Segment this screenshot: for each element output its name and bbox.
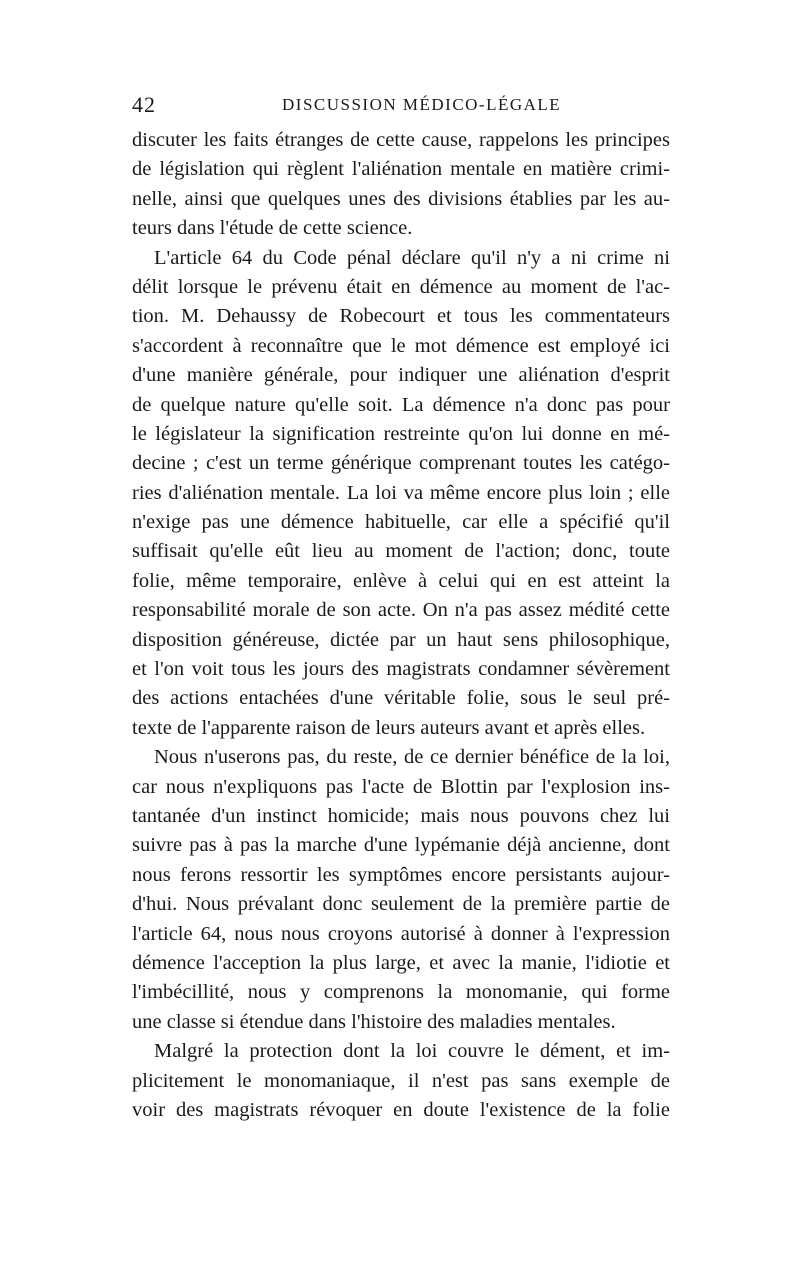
text-line: démence l'acception la plus large, et avec la manie, l'idiotie et [132, 951, 670, 974]
text-line: d'une manière générale, pour indiquer une aliénation d'esprit [132, 364, 670, 387]
running-title: DISCUSSION MÉDICO-LÉGALE [282, 95, 562, 114]
text-line: d'hui. Nous prévalant donc seulement de la première partie de [132, 893, 670, 916]
page-number: 42 [132, 92, 156, 117]
text-line: de quelque nature qu'elle soit. La démence n'a donc pas pour [132, 393, 670, 416]
text-line: ries d'aliénation mentale. La loi va même encore plus loin ; elle [132, 481, 670, 504]
text-line: teurs dans l'étude de cette science. [132, 217, 413, 240]
text-line: s'accordent à reconnaître que le mot démence est employé ici [132, 334, 670, 357]
paragraph-start-line: Malgré la protection dont la loi couvre le dément, et im- [154, 1040, 670, 1063]
text-line: n'exige pas une démence habituelle, car elle a spécifié qu'il [132, 511, 670, 534]
text-line: l'article 64, nous nous croyons autorisé à donner à l'expression [132, 922, 670, 945]
text-line: une classe si étendue dans l'histoire des maladies mentales. [132, 1010, 616, 1033]
text-line: suivre pas à pas la marche d'une lypémanie déjà ancienne, dont [132, 834, 670, 857]
text-line: plicitement le monomaniaque, il n'est pas sans exemple de [132, 1069, 670, 1092]
body-text [132, 126, 670, 1125]
text-line: discuter les faits étranges de cette cause, rappelons les principes [132, 129, 670, 151]
running-head [132, 92, 670, 122]
text-line: des actions entachées d'une véritable folie, sous le seul pré- [132, 687, 670, 710]
text-line: tion. M. Dehaussy de Robecourt et tous les commentateurs [132, 305, 670, 328]
text-line: folie, même temporaire, enlève à celui qui en est atteint la [132, 569, 670, 592]
text-line: tantanée d'un instinct homicide; mais nous pouvons chez lui [132, 804, 670, 827]
text-line: texte de l'apparente raison de leurs auteurs avant et après elles. [132, 716, 646, 739]
text-line: disposition généreuse, dictée par un haut sens philosophique, [132, 628, 670, 651]
text-line: délit lorsque le prévenu était en démence au moment de l'ac- [132, 275, 670, 298]
text-line: de législation qui règlent l'aliénation mentale en matière crimi- [132, 158, 670, 181]
text-line: l'imbécillité, nous y comprenons la monomanie, qui forme [132, 981, 670, 1004]
paragraph-start-line: Nous n'userons pas, du reste, de ce dernier bénéfice de la loi, [154, 746, 670, 769]
text-line: decine ; c'est un terme générique comprenant toutes les catégo- [132, 452, 670, 475]
text-line: suffisait qu'elle eût lieu au moment de l'action; donc, toute [132, 540, 670, 563]
text-line: et l'on voit tous les jours des magistrats condamner sévèrement [132, 658, 670, 681]
text-line: car nous n'expliquons pas l'acte de Blottin par l'explosion ins- [132, 775, 670, 798]
text-line: nelle, ainsi que quelques unes des divisions établies par les au- [132, 187, 670, 210]
paragraph-start-line: L'article 64 du Code pénal déclare qu'il n'y a ni crime ni [154, 246, 670, 269]
text-line: voir des magistrats révoquer en doute l'existence de la folie [132, 1098, 670, 1121]
text-line: responsabilité morale de son acte. On n'a pas assez médité cette [132, 599, 670, 622]
text-line: nous ferons ressortir les symptômes encore persistants aujour- [132, 863, 670, 886]
text-line: le législateur la signification restreinte qu'on lui donne en mé- [132, 422, 670, 445]
